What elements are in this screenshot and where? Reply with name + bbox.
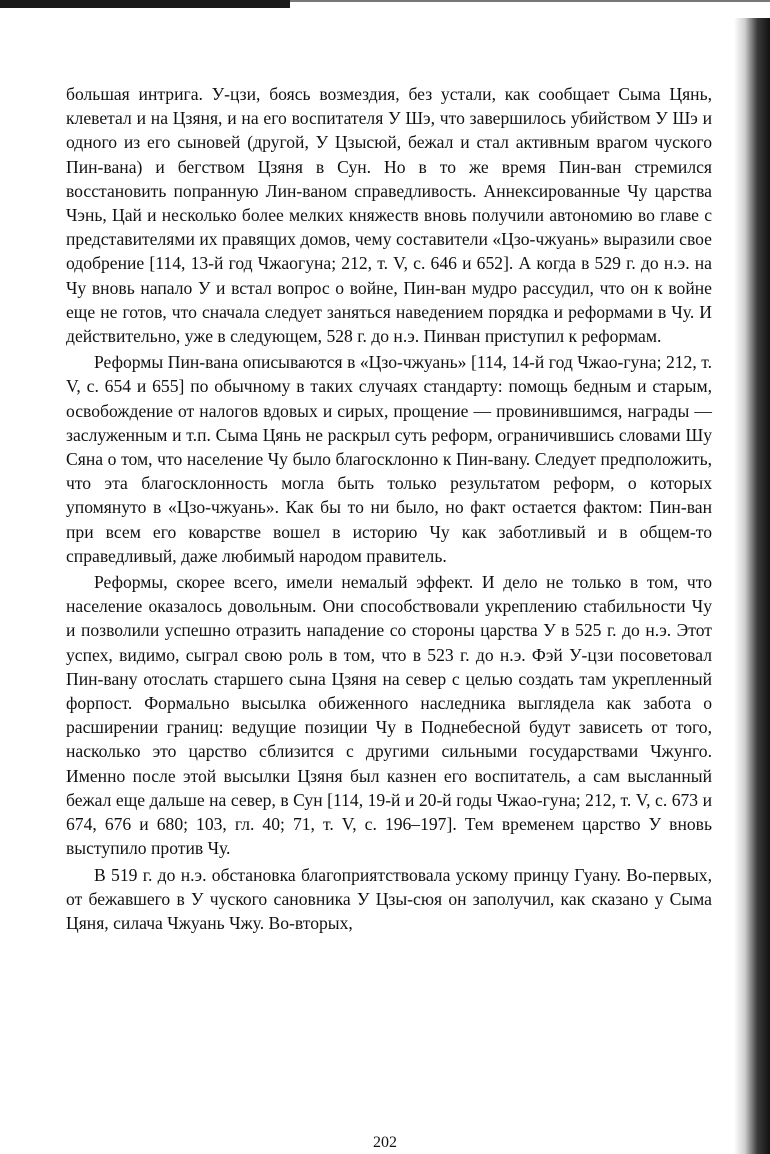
paragraph-1: большая интрига. У-цзи, боясь возмездия, без устали, как сообщает Сыма Цянь, клеветал и на Цзяня, и на его воспитателя У Шэ, что завершилось убийством У Шэ и одного из его сыновей (другой, У Цзысюй, бежал и стал активным врагом чуского Пин-вана) и бегством Цзяня в Сун. Но в то же время Пин-ван стремился восстановить попранную Лин-ваном справедливость. Аннексированные Чу царства Чэнь, Цай и несколько более мелких княжеств вновь получили автономию во главе с представителями их правящих домов, чему составители «Цзо-чжуань» выразили свое одобрение [114, 13-й год Чжаогуна; 212, т. V, с. 646 и 652]. А когда в 529 г. до н.э. на Чу вновь напало У и встал вопрос о войне, Пин-ван мудро рассудил, что он к войне еще не готов, что сначала следует заняться наведением порядка и реформами в Чу. И действительно, уже в следующем, 528 г. до н.э. Пинван приступил к реформам.: [66, 84, 712, 347]
paragraph-4: В 519 г. до н.э. обстановка благоприятствовала ускому принцу Гуану. Во-первых, от бежавшего в У чуского сановника У Цзы-сюя он заполучил, как сказано у Сыма Цяня, силача Чжуань Чжу. Во-вторых,: [66, 864, 712, 933]
scan-top-edge-thin: [290, 0, 770, 2]
paragraph-2: Реформы Пин-вана описываются в «Цзо-чжуань» [114, 14-й год Чжао-гуна; 212, т. V, с. 654 и 655] по обычному в таких случаях стандарту: помощь бедным и старым, освобождение от налогов вдовых и сирых, прощение — провинившимся, награды — заслуженным и т.п. Сыма Цянь не раскрыл суть реформ, ограничившись словами Шу Сяна о том, что население Чу было благосклонно к Пин-вану. Следует предположить, что эта благосклонность могла быть только результатом реформ, о которых упомянуто в «Цзо-чжуань». Как бы то ни было, но факт остается фактом: Пин-ван при всем его коварстве вошел в историю Чу как заботливый и в общем-то справедливый, даже любимый народом правитель.: [66, 352, 712, 566]
page-body: [66, 82, 712, 935]
scan-right-shadow: [734, 18, 770, 1154]
paragraph-3: Реформы, скорее всего, имели немалый эффект. И дело не только в том, что население оказалось довольным. Они способствовали укреплению стабильности Чу и позволили успешно отразить нападение со стороны царства У в 525 г. до н.э. Этот успех, видимо, сыграл свою роль в том, что в 523 г. до н.э. Фэй У-цзи посоветовал Пин-вану отослать старшего сына Цзяня на север с целью создать там укрепленный форпост. Формально высылка обиженного наследника выглядела как забота о расширении границ: ведущие позиции Чу в Поднебесной будут зависеть от того, насколько это царство сблизится с другими сильными государствами Чжунго. Именно после этой высылки Цзяня был казнен его воспитатель, а сам высланный бежал еще дальше на север, в Сун [114, 19-й и 20-й годы Чжао-гуна; 212, т. V, с. 673 и 674, 676 и 680; 103, гл. 40; 71, т. V, с. 196–197]. Тем временем царство У вновь выступило против Чу.: [66, 572, 712, 859]
page-number: 202: [373, 1134, 397, 1151]
scan-top-edge: [0, 0, 290, 8]
